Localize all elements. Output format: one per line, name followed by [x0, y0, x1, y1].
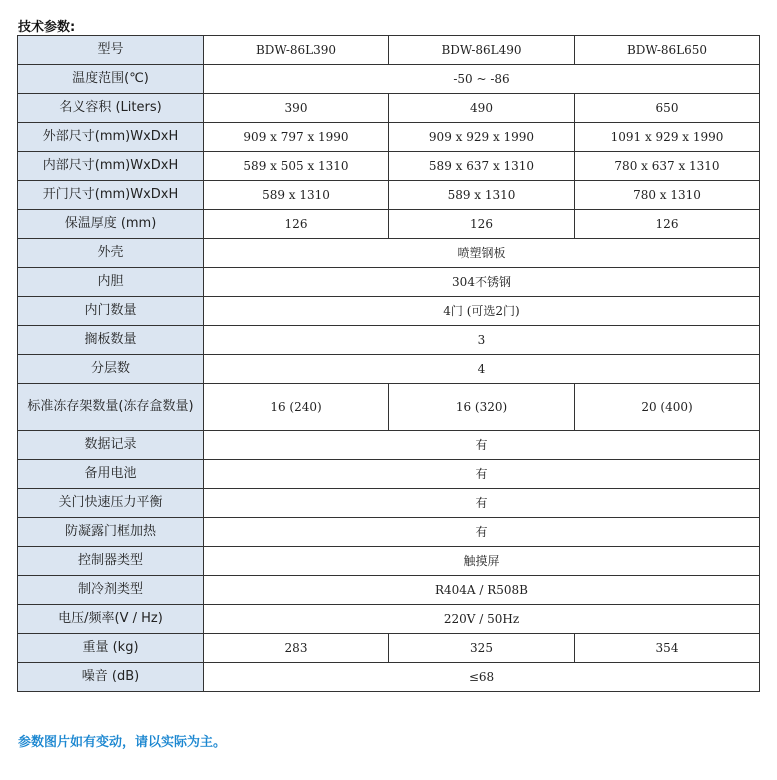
- table-row-inner-doors: [18, 297, 760, 326]
- controller-value: 触摸屏: [204, 547, 760, 576]
- table-row-battery: [18, 460, 760, 489]
- inner-dims-cell: 780 x 637 x 1310: [575, 152, 760, 181]
- model-cell: BDW-86L650: [575, 36, 760, 65]
- table-row-liner: [18, 268, 760, 297]
- table-row-shelves: [18, 326, 760, 355]
- door-dims-cell: 589 x 1310: [204, 181, 389, 210]
- row-label-shelves: 搁板数量: [18, 326, 204, 355]
- row-label-inner-dims: 内部尺寸(mm)WxDxH: [18, 152, 204, 181]
- inner-dims-cell: 589 x 505 x 1310: [204, 152, 389, 181]
- racks-cell: 20 (400): [575, 384, 760, 431]
- weight-cell: 325: [389, 634, 575, 663]
- row-label-power: 电压/频率(V / Hz): [18, 605, 204, 634]
- door-dims-cell: 589 x 1310: [389, 181, 575, 210]
- liner-value: 304不锈钢: [204, 268, 760, 297]
- data-log-value: 有: [204, 431, 760, 460]
- row-label-data-log: 数据记录: [18, 431, 204, 460]
- table-row-racks: [18, 384, 760, 431]
- anti-condensation-value: 有: [204, 518, 760, 547]
- table-row-door-dims: [18, 181, 760, 210]
- inner-dims-cell: 589 x 637 x 1310: [389, 152, 575, 181]
- table-row-data-log: [18, 431, 760, 460]
- row-label-model: 型号: [18, 36, 204, 65]
- row-label-battery: 备用电池: [18, 460, 204, 489]
- table-row-noise: [18, 663, 760, 692]
- weight-cell: 354: [575, 634, 760, 663]
- row-label-pressure-balance: 关门快速压力平衡: [18, 489, 204, 518]
- row-label-noise: 噪音 (dB): [18, 663, 204, 692]
- table-row-insulation: [18, 210, 760, 239]
- table-row-capacity: [18, 94, 760, 123]
- table-row-anti-condensation: [18, 518, 760, 547]
- table-row-controller: [18, 547, 760, 576]
- table-row-layers: [18, 355, 760, 384]
- table-row-inner-dims: [18, 152, 760, 181]
- outer-dims-cell: 909 x 797 x 1990: [204, 123, 389, 152]
- insulation-cell: 126: [389, 210, 575, 239]
- table-row-weight: [18, 634, 760, 663]
- row-label-anti-condensation: 防凝露门框加热: [18, 518, 204, 547]
- row-label-door-dims: 开门尺寸(mm)WxDxH: [18, 181, 204, 210]
- row-label-refrigerant: 制冷剂类型: [18, 576, 204, 605]
- table-row-refrigerant: [18, 576, 760, 605]
- weight-cell: 283: [204, 634, 389, 663]
- table-row-shell: [18, 239, 760, 268]
- outer-dims-cell: 1091 x 929 x 1990: [575, 123, 760, 152]
- row-label-liner: 内胆: [18, 268, 204, 297]
- table-row-temp-range: [18, 65, 760, 94]
- refrigerant-value: R404A / R508B: [204, 576, 760, 605]
- section-heading: 技术参数:: [18, 20, 76, 35]
- model-cell: BDW-86L390: [204, 36, 389, 65]
- table-row-model: [18, 36, 760, 65]
- row-label-inner-doors: 内门数量: [18, 297, 204, 326]
- capacity-cell: 490: [389, 94, 575, 123]
- racks-cell: 16 (320): [389, 384, 575, 431]
- disclaimer-note: 参数图片如有变动，请以实际为主。: [18, 735, 227, 750]
- row-label-weight: 重量 (kg): [18, 634, 204, 663]
- door-dims-cell: 780 x 1310: [575, 181, 760, 210]
- capacity-cell: 390: [204, 94, 389, 123]
- battery-value: 有: [204, 460, 760, 489]
- shelves-value: 3: [204, 326, 760, 355]
- capacity-cell: 650: [575, 94, 760, 123]
- racks-cell: 16 (240): [204, 384, 389, 431]
- outer-dims-cell: 909 x 929 x 1990: [389, 123, 575, 152]
- row-label-racks: 标准冻存架数量(冻存盒数量): [18, 384, 204, 431]
- temp-range-value: -50 ~ -86: [204, 65, 760, 94]
- row-label-shell: 外壳: [18, 239, 204, 268]
- row-label-controller: 控制器类型: [18, 547, 204, 576]
- noise-value: ≤68: [204, 663, 760, 692]
- insulation-cell: 126: [204, 210, 389, 239]
- model-cell: BDW-86L490: [389, 36, 575, 65]
- inner-doors-value: 4门 (可选2门): [204, 297, 760, 326]
- row-label-insulation: 保温厚度 (mm): [18, 210, 204, 239]
- insulation-cell: 126: [575, 210, 760, 239]
- table-row-pressure-balance: [18, 489, 760, 518]
- table-row-outer-dims: [18, 123, 760, 152]
- table-row-power: [18, 605, 760, 634]
- layers-value: 4: [204, 355, 760, 384]
- row-label-temp-range: 温度范围(℃): [18, 65, 204, 94]
- pressure-balance-value: 有: [204, 489, 760, 518]
- power-value: 220V / 50Hz: [204, 605, 760, 634]
- row-label-outer-dims: 外部尺寸(mm)WxDxH: [18, 123, 204, 152]
- row-label-layers: 分层数: [18, 355, 204, 384]
- spec-table: [17, 35, 760, 692]
- shell-value: 喷塑钢板: [204, 239, 760, 268]
- row-label-capacity: 名义容积 (Liters): [18, 94, 204, 123]
